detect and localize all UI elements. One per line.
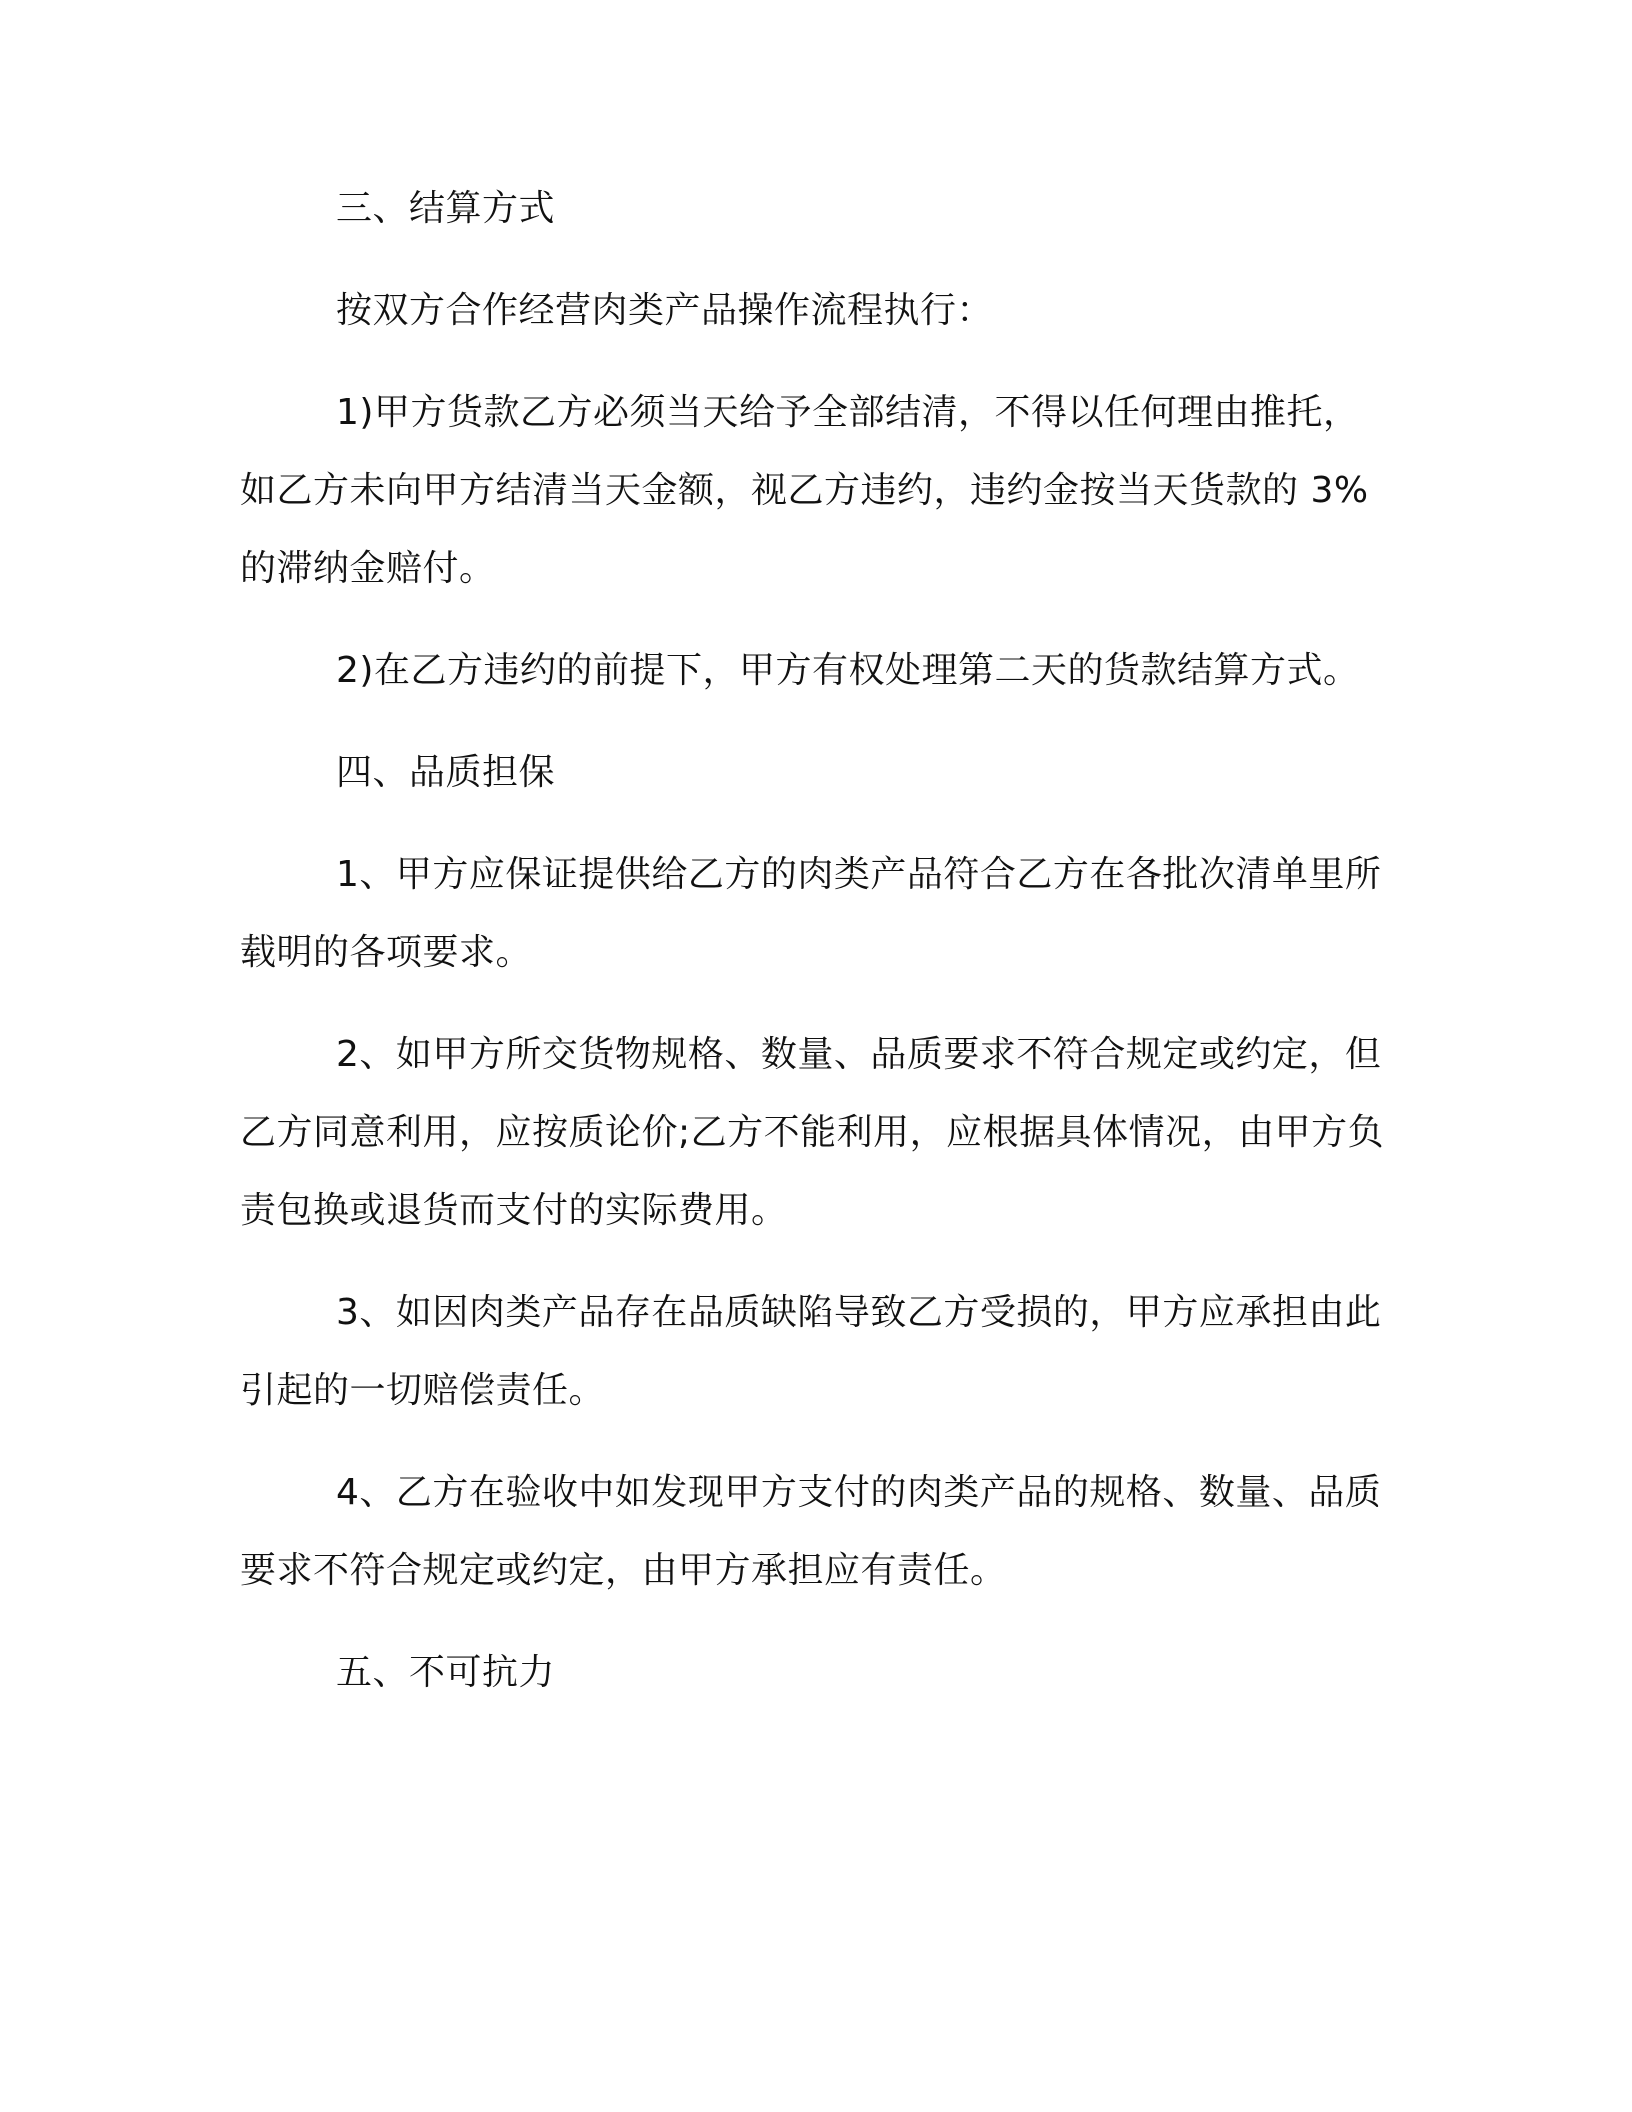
paragraph-quality-item-3: 3、如因肉类产品存在品质缺陷导致乙方受损的，甲方应承担由此引起的一切赔偿责任。 bbox=[240, 1292, 1382, 1411]
paragraph-quality-item-2: 2、如甲方所交货物规格、数量、品质要求不符合规定或约定，但乙方同意利用，应按质论价;乙方不能利用，应根据具体情况，由甲方负责包换或退货而支付的实际费用。 bbox=[240, 1034, 1385, 1231]
paragraph-quality-item-4: 4、乙方在验收中如发现甲方支付的肉类产品的规格、数量、品质要求不符合规定或约定，由甲方承担应有责任。 bbox=[240, 1472, 1382, 1591]
section-heading-quality: 四、品质担保 bbox=[336, 752, 556, 793]
paragraph-quality-item-1: 1、甲方应保证提供给乙方的肉类产品符合乙方在各批次清单里所载明的各项要求。 bbox=[240, 854, 1382, 973]
section-heading-settlement: 三、结算方式 bbox=[336, 188, 556, 229]
paragraph-settlement-item-1: 1)甲方货款乙方必须当天给予全部结清，不得以任何理由推托，如乙方未向甲方结清当天金额，视乙方违约，违约金按当天货款的 3%的滞纳金赔付。 bbox=[240, 392, 1369, 589]
document-body bbox=[240, 170, 1390, 1736]
paragraph-settlement-intro: 按双方合作经营肉类产品操作流程执行： bbox=[336, 290, 994, 331]
paragraph-settlement-item-2: 2)在乙方违约的前提下，甲方有权处理第二天的货款结算方式。 bbox=[336, 650, 1360, 691]
section-heading-force-majeure: 五、不可抗力 bbox=[336, 1652, 556, 1693]
